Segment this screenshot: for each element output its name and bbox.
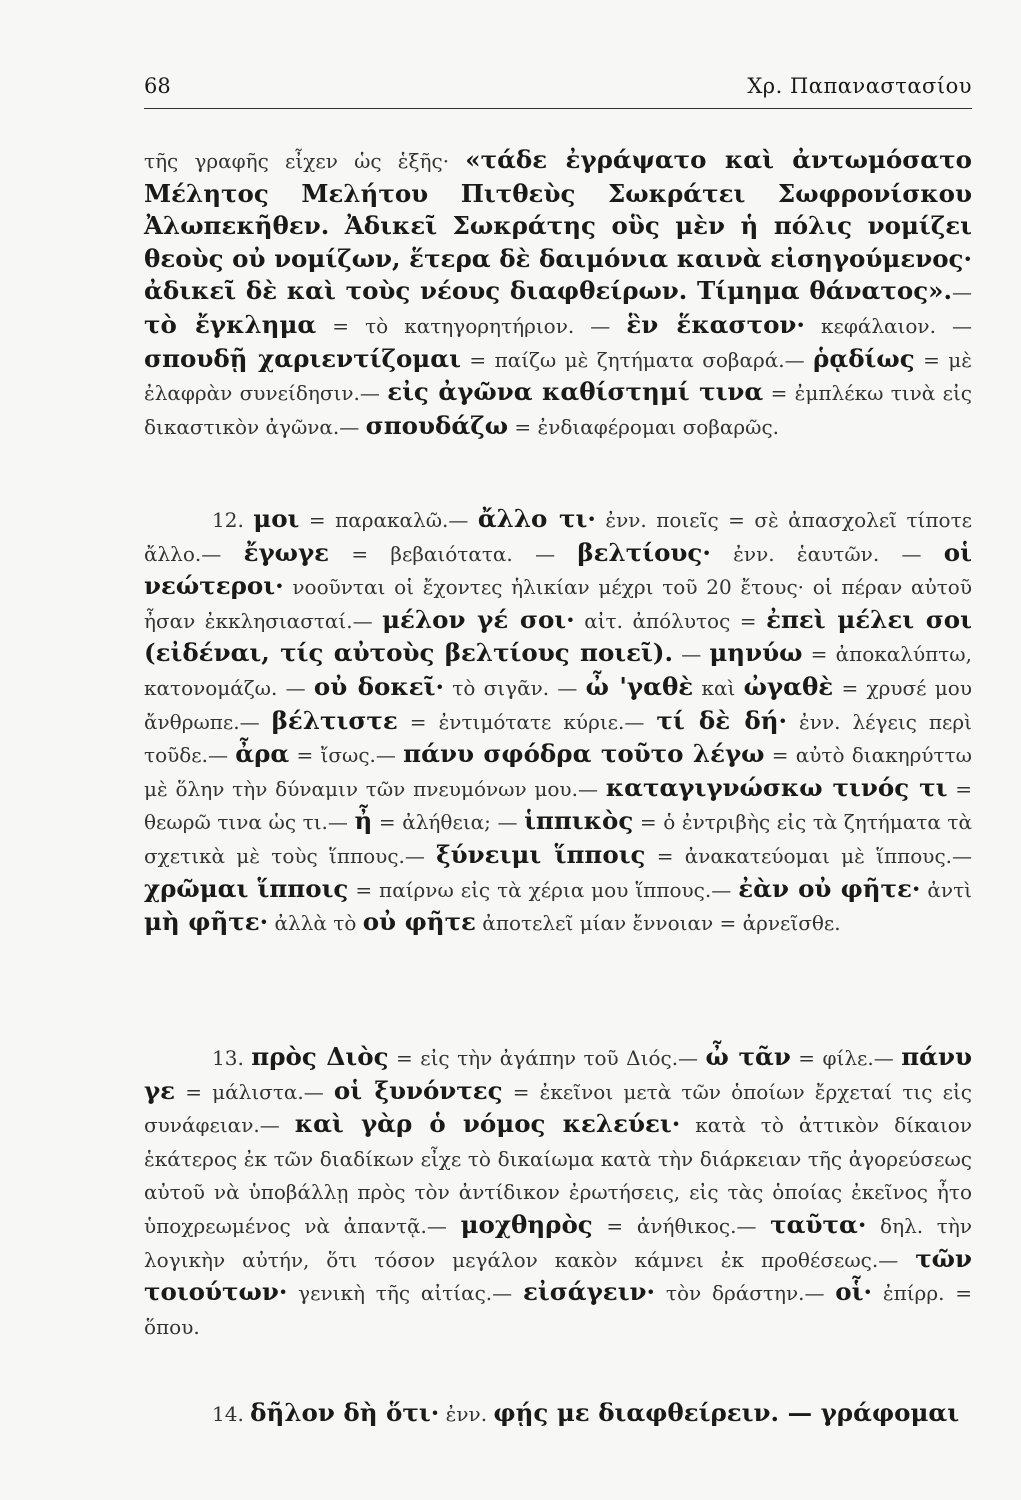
lemma-text: ἔγωγε <box>243 537 330 567</box>
lemma-text: οἱ νεώτεροι· <box>144 537 972 601</box>
gloss-text: ἐνν. λέγεις περὶ τοῦδε.— <box>144 709 972 768</box>
lemma-text: καὶ γὰρ ὁ νόμος κελεύει· <box>294 1109 681 1139</box>
gloss-text: = ἴσως.— <box>289 743 404 768</box>
lemma-text: οἷ· <box>835 1277 873 1307</box>
lemma-text: ἐπεὶ μέλει σοι (εἰδέναι, τίς αὐτοὺς βελτίους ποιεῖ). <box>144 604 973 668</box>
lemma-text: ξύνειμι ἵπποις <box>436 839 646 869</box>
lemma-text: πάνυ σφόδρα τοῦτο λέγω <box>403 739 765 769</box>
lemma-text: «τάδε ἐγράψατο καὶ ἀντωμόσατο Μέλητος Μελήτου Πιτθεὺς Σωκράτει Σωφρονίσκου Ἀλωπεκῆθεν. Ἀδικεῖ Σωκράτης οὓς μὲν ἡ πόλις νομίζει θεοὺς οὐ νομίζων, ἕτερα δὲ δαιμόνια καινὰ εἰσηγούμενος· ἀδικεῖ δὲ καὶ τοὺς νέους διαφθείρων. Τίμημα θάνατος». <box>144 145 972 306</box>
lemma-text: ἆρα <box>235 739 290 769</box>
gloss-text: = βεβαιότατα. — <box>329 541 578 566</box>
lemma-text: πάνυ γε <box>144 1042 973 1105</box>
gloss-text: ἀποτελεῖ μίαν ἔννοιαν = ἀρνεῖσθε. <box>475 911 841 936</box>
lemma-text: ἱππικὸς <box>524 806 634 836</box>
gloss-text: = μὲ ἐλαφρὰν συνείδησιν.— <box>144 347 973 406</box>
gloss-text: = ἀλήθεια; — <box>372 810 525 835</box>
lemma-text: φῄς με διαφθείρειν. — γράφομαι <box>493 1398 960 1427</box>
lemma-text: μὴ φῆτε· <box>144 907 269 937</box>
gloss-text: = παίρνω εἰς τὰ χέρια μου ἵππους.— <box>348 877 739 902</box>
paragraph-14 <box>144 1397 972 1431</box>
lemma-text: βελτίους· <box>577 537 711 567</box>
lemma-text: ἐὰν οὐ φῆτε· <box>738 873 921 903</box>
gloss-text: κατὰ τὸ ἀττικὸν δίκαιον ἑκάτερος ἐκ τῶν διαδίκων εἶχε τὸ δικαίωμα κατὰ τὴν διάρκειαν τῆς ἀγορεύσεως αὐτοῦ νὰ ὑποβάλλῃ πρὸς τὸν ἀντίδικον ἐρωτήσεις, εἰς τὰς ὁποίας ἐκεῖνος ἦτο ὑποχρεωμένος νὰ ἀπαντᾷ.— <box>144 1113 973 1238</box>
gloss-text: = ἀνήθικος.— <box>592 1213 771 1238</box>
lemma-text: τί δὲ δή· <box>656 705 788 735</box>
lemma-text: τὸ ἔγκλημα <box>144 309 317 339</box>
lemma-text: ἦ <box>354 806 373 836</box>
gloss-text: = ἐντιμότατε κύριε.— <box>397 709 657 734</box>
gloss-text: τὸ σιγᾶν. — <box>443 675 586 700</box>
lemma-text: ὦ 'γαθὲ <box>585 671 694 701</box>
gloss-text: 14. <box>212 1402 251 1426</box>
gloss-text: — <box>952 280 972 305</box>
gloss-text: τῆς γραφῆς εἶχεν ὡς ἑξῆς· <box>144 149 466 173</box>
gloss-text: = παρακαλῶ.— <box>299 508 478 532</box>
gloss-text: = χρυσέ μου ἄνθρωπε.— <box>144 675 973 734</box>
gloss-text: = θεωρῶ τινα ὡς τι.— <box>144 776 972 835</box>
lemma-text: χρῶμαι ἵπποις <box>144 873 349 903</box>
paragraph-13 <box>144 1041 972 1343</box>
paragraph-11-continued <box>144 144 972 443</box>
lemma-text: ἄλλο τι· <box>477 504 596 533</box>
lemma-text: μέλον γέ σοι· <box>382 604 575 634</box>
gloss-text: ἐπίρρ. = ὅπου. <box>144 1281 972 1339</box>
gloss-text: ἐνν. ἑαυτῶν. — <box>710 541 944 566</box>
lemma-text: εἰς ἀγῶνα καθίστημί τινα <box>387 377 764 407</box>
lemma-text: πρὸς Διὸς <box>251 1042 389 1071</box>
gloss-text: = ἐκεῖνοι μετὰ τῶν ὁποίων ἔρχεταί τις εἰς συνάφειαν.— <box>144 1079 973 1138</box>
gloss-text: = ἐμπλέκω τινὰ εἰς δικαστικὸν ἀγῶνα.— <box>144 381 972 439</box>
gloss-text: ἀντὶ <box>920 877 972 902</box>
running-head: Χρ. Παπαναστασίου <box>747 74 972 98</box>
page-header <box>144 72 972 109</box>
lemma-text: βέλτιστε <box>271 705 398 735</box>
gloss-text: ἐνν. <box>439 1402 494 1426</box>
gloss-text: γενικὴ τῆς αἰτίας.— <box>287 1281 523 1306</box>
gloss-text: = εἰς τὴν ἀγάπην τοῦ Διός.— <box>388 1046 706 1070</box>
gloss-text: = αὐτὸ διακηρύττω μὲ ὅλην τὴν δύναμιν τῶν πνευμόνων μου.— <box>144 743 972 801</box>
lemma-text: ταῦτα· <box>770 1209 867 1239</box>
gloss-text: ἐνν. ποιεῖς = σὲ ἀπασχολεῖ τίποτε ἄλλο.— <box>144 508 973 566</box>
gloss-text: καὶ <box>693 675 744 700</box>
gloss-text: = παίζω μὲ ζητήματα σοβαρά.— <box>460 347 814 372</box>
lemma-text: οἱ ξυνόντες <box>333 1075 503 1105</box>
gloss-text: = ἀποκαλύπτω, κατονομάζω. — <box>144 642 972 700</box>
gloss-text: τὸν δράστην.— <box>655 1281 836 1306</box>
lemma-text: οὐ φῆτε <box>362 907 476 937</box>
gloss-text: 13. <box>212 1046 252 1070</box>
gloss-text: κεφάλαιον. — <box>804 313 972 338</box>
lemma-text: μοι <box>253 504 300 533</box>
paragraph-12 <box>144 503 972 940</box>
lemma-text: ὠγαθὲ <box>743 671 834 701</box>
gloss-text: νοοῦνται οἱ ἔχοντες ἡλικίαν μέχρι τοῦ 20 ἔτους· οἱ πέραν αὐτοῦ ἦσαν ἐκκλησιασταί.— <box>144 575 972 633</box>
gloss-text: = μάλιστα.— <box>175 1079 334 1104</box>
lemma-text: ἓν ἕκαστον· <box>626 309 805 339</box>
gloss-text: = ἐνδιαφέρομαι σοβαρῶς. <box>508 414 780 439</box>
lemma-text: ῥᾳδίως <box>813 343 915 373</box>
gloss-text: = φίλε.— <box>790 1046 902 1070</box>
lemma-text: δῆλον δὴ ὅτι· <box>250 1398 440 1427</box>
lemma-text: καταγιγνώσκω τινός τι <box>605 772 948 802</box>
gloss-text: = ἀνακατεύομαι μὲ ἵππους.— <box>645 843 973 868</box>
gloss-text: αἰτ. ἀπόλυτος = <box>574 608 767 633</box>
lemma-text: ὦ τᾶν <box>705 1042 791 1071</box>
lemma-text: σπουδάζω <box>365 410 509 440</box>
gloss-text: ἀλλὰ τὸ <box>268 911 363 936</box>
gloss-text: δηλ. τὴν λογικὴν αὐτήν, ὅτι τόσον μεγάλον κακὸν κάμνει ἐκ προθέσεως.— <box>144 1213 972 1272</box>
lemma-text: μοχθηρὸς <box>460 1209 593 1239</box>
page-number: 68 <box>144 74 171 98</box>
gloss-text: = ὁ ἐντριβὴς εἰς τὰ ζητήματα τὰ σχετικὰ μὲ τοὺς ἵππους.— <box>144 810 972 868</box>
lemma-text: μηνύω <box>709 638 803 668</box>
gloss-text: — <box>673 642 710 667</box>
lemma-text: οὐ δοκεῖ· <box>313 671 444 701</box>
lemma-text: σπουδῇ χαριεντίζομαι <box>144 343 461 373</box>
lemma-text: τῶν τοιούτων· <box>144 1243 972 1307</box>
lemma-text: εἰσάγειν· <box>522 1277 656 1307</box>
gloss-text: 12. <box>212 508 254 532</box>
gloss-text: = τὸ κατηγορητήριον. — <box>316 313 627 338</box>
